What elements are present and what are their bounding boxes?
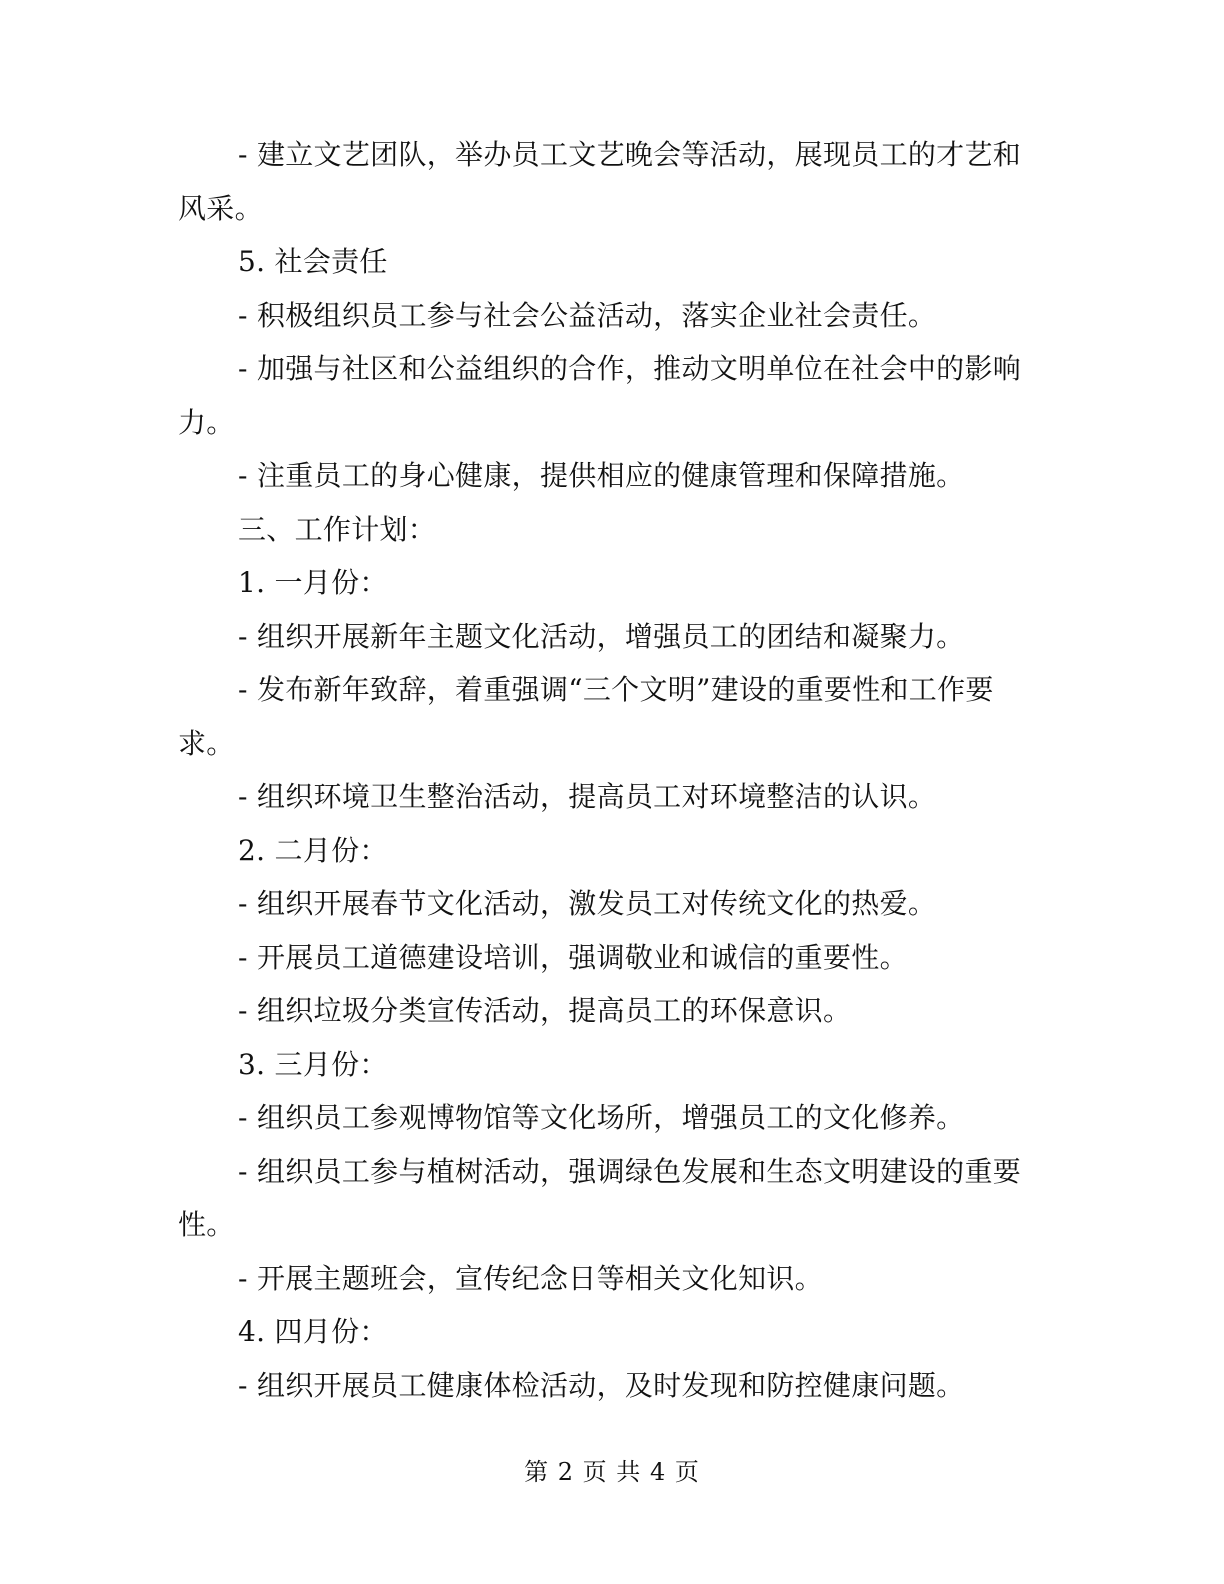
section-heading: 三、工作计划： — [238, 512, 437, 546]
section-heading: 5. 社会责任 — [238, 245, 388, 278]
paragraph: - 组织环境卫生整治活动，提高员工对环境整洁的认识。 — [238, 780, 937, 813]
document-body — [178, 128, 1028, 1412]
paragraph: - 发布新年致辞，着重强调“三个文明”建设的重要性和工作要求。 — [178, 673, 994, 760]
month-heading: 1. 一月份： — [238, 566, 388, 599]
paragraph: - 组织开展新年主题文化活动，增强员工的团结和凝聚力。 — [238, 619, 965, 653]
paragraph: - 建立文艺团队，举办员工文艺晚会等活动，展现员工的才艺和风采。 — [178, 138, 1022, 225]
page-number-footer: 第 2 页 共 4 页 — [524, 1458, 700, 1486]
paragraph: - 组织员工参与植树活动，强调绿色发展和生态文明建设的重要性。 — [178, 1154, 1022, 1241]
paragraph: - 积极组织员工参与社会公益活动，落实企业社会责任。 — [238, 298, 937, 332]
paragraph: - 开展主题班会，宣传纪念日等相关文化知识。 — [238, 1261, 823, 1295]
month-heading: 3. 三月份： — [238, 1047, 388, 1081]
paragraph: - 组织垃圾分类宣传活动，提高员工的环保意识。 — [238, 994, 852, 1027]
paragraph: - 开展员工道德建设培训，强调敬业和诚信的重要性。 — [238, 940, 908, 974]
paragraph: - 注重员工的身心健康，提供相应的健康管理和保障措施。 — [238, 459, 965, 492]
paragraph: - 加强与社区和公益组织的合作，推动文明单位在社会中的影响力。 — [178, 352, 1022, 439]
paragraph: - 组织开展员工健康体检活动，及时发现和防控健康问题。 — [238, 1368, 965, 1402]
month-heading: 4. 四月份： — [238, 1315, 388, 1348]
paragraph: - 组织开展春节文化活动，激发员工对传统文化的热爱。 — [238, 887, 937, 920]
month-heading: 2. 二月份： — [238, 833, 388, 867]
paragraph: - 组织员工参观博物馆等文化场所，增强员工的文化修养。 — [238, 1101, 965, 1134]
